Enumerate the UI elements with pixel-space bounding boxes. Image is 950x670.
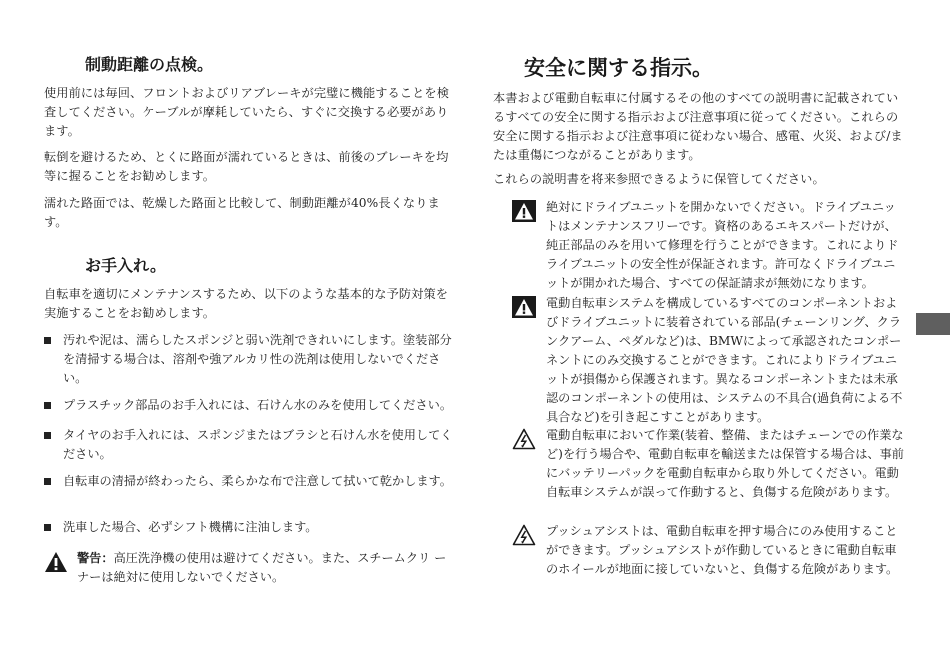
- warning-notice: [512, 294, 912, 424]
- safety-heading: 安全に関する指示。: [524, 56, 713, 80]
- electric-hazard-icon: [512, 524, 536, 546]
- electric-hazard-notice: [512, 522, 912, 582]
- bullet-icon: [44, 478, 51, 485]
- caution-label: 警告：: [77, 551, 114, 565]
- warning-text: 絶対にドライブユニットを開かないでください。ドライブユニットはメンテナンスフリーです。資格のあるエキスパートだけが、純正部品のみを用いて修理を行うことができます。これによりドライブユニットの安全性が保証されます。許可なくドライブユニットが開かれた場合、すべての保証請求が無効になります。: [546, 200, 899, 290]
- care-item-text: タイヤのお手入れには、スポンジまたはブラシと石けん水を使用してください。: [63, 428, 453, 461]
- warning-text: 電動自転車において作業(装着、整備、またはチェーンでの作業など)を行う場合や、電動自転車を輸送または保管する場合は、事前にバッテリーパックを電動自転車から取り外してください。電動自転車システムが誤って作動すると、負傷する危険があります。: [546, 428, 904, 499]
- warning-triangle-icon: [44, 551, 68, 573]
- electric-hazard-icon: [512, 428, 536, 450]
- braking-paragraph-2: 転倒を避けるため、とくに路面が濡れているときは、前後のブレーキを均等に握ることをお勧めします。: [44, 150, 449, 183]
- bullet-icon: [44, 402, 51, 409]
- caution-notice: [44, 549, 458, 589]
- care-heading: お手入れ。: [85, 256, 166, 275]
- right-page: [475, 0, 950, 670]
- warning-text: 電動自転車システムを構成しているすべてのコンポーネントおよびドライブユニットに装着されている部品(チェーンリング、クランクアーム、ペダルなど)は、BMWによって承認されたコンポーネントにのみ交換することができます。これによりドライブユニットが損傷から保護されます。異なるコンポーネントまたは未承認のコンポーネントの使用は、システムの不具合(過負荷による不具合など)を引き起こすことがあります。: [546, 296, 903, 424]
- warning-triangle-icon: [512, 200, 536, 222]
- section-tab-marker: [916, 313, 950, 335]
- care-item-text: 汚れや泥は、濡らしたスポンジと弱い洗剤できれいにします。塗装部分を清掃する場合は、溶剤や強アルカリ性の洗剤は使用しないでください。: [63, 333, 452, 385]
- braking-paragraph-1: 使用前には毎回、フロントおよびリアブレーキが完璧に機能することを検査してください。ケーブルが摩耗していたら、すぐに交換する必要があります。: [44, 86, 449, 138]
- safety-intro: 本書および電動自転車に付属するその他のすべての説明書に記載されているすべての安全に関する指示および注意事項に従ってください。これらの安全に関する指示および注意事項に従わない場合、感電、火災、および/または重傷につながることがあります。: [493, 91, 903, 162]
- bullet-icon: [44, 524, 51, 531]
- warning-notice: [512, 198, 912, 288]
- warning-triangle-icon: [512, 296, 536, 318]
- care-intro: 自転車を適切にメンテナンスするため、以下のような基本的な予防対策を実施することをお勧めします。: [44, 287, 449, 320]
- bullet-icon: [44, 432, 51, 439]
- bullet-icon: [44, 337, 51, 344]
- keep-instructions-note: これらの説明書を将来参照できるように保管してください。: [493, 172, 825, 186]
- electric-hazard-notice: [512, 426, 912, 516]
- care-item-text: 洗車した場合、必ずシフト機構に注油します。: [63, 520, 318, 534]
- care-item-text: 自転車の清掃が終わったら、柔らかな布で注意して拭いて乾かします。: [63, 474, 452, 488]
- warning-text: プッシュアシストは、電動自転車を押す場合にのみ使用することができます。プッシュアシストが作動しているときに電動自転車のホイールが地面に接していないと、負傷する危険があります。: [546, 524, 899, 576]
- caution-text-block: [77, 549, 453, 587]
- braking-distance-heading: 制動距離の点検。: [85, 55, 214, 74]
- braking-paragraph-3: 濡れた路面では、乾燥した路面と比較して、制動距離が40%長くなります。: [44, 196, 440, 229]
- care-item-text: プラスチック部品のお手入れには、石けん水のみを使用してください。: [63, 398, 453, 412]
- caution-text: 高圧洗浄機の使用は避けてください。また、スチームクリ ー ナーは絶対に使用しないでください。: [77, 551, 447, 584]
